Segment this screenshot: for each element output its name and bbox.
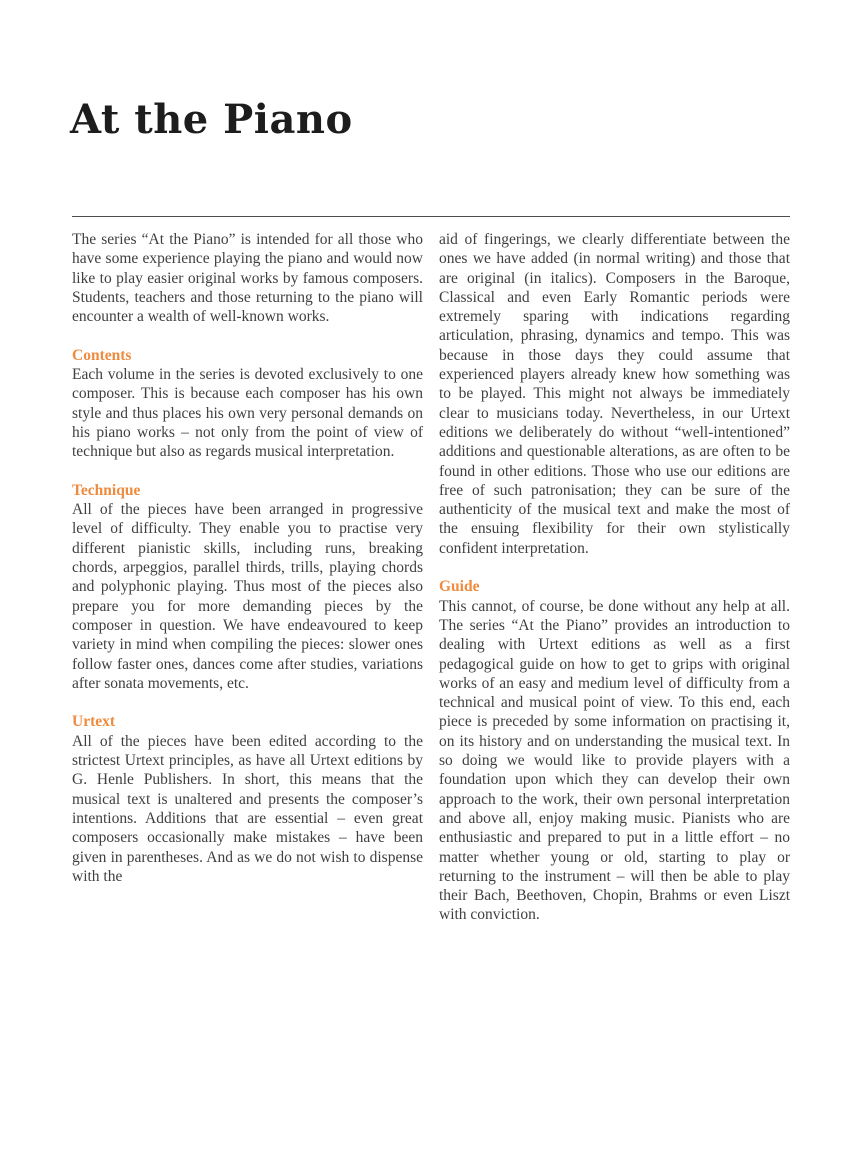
section-heading-technique: Technique: [72, 481, 141, 499]
intro-paragraph: The series “At the Piano” is intended for all those who have some experience playing the piano and would now like to play easier original works by famous composers. Students, teachers and those returning to the piano will encounter a wealth of well-known works.: [72, 231, 423, 326]
section-heading-contents: Contents: [72, 346, 132, 364]
urtext-continuation-paragraph: aid of fingerings, we clearly differentiate between the ones we have added (in normal writing) and those that are original (in italics). Composers in the Baroque, Classical and even Early Romantic periods were extremely sparing with indications regarding articulation, phrasing, dynamics and tempo. This was because in those days they could assume that experienced players already knew how something was to be played. This might not always be immediately clear to musicians today. Nevertheless, in our Urtext editions we deliberately do without “well-intentioned” additions and questionable alterations, as are often to be found in other editions. Those who use our editions are free of such patronisation; they can be sure of the authenticity of the musical text and make the most of the ensuing flexibility for their own stylistically confident interpretation.: [439, 231, 790, 557]
section-body-contents: Each volume in the series is devoted exclusively to one composer. This is because each composer has his own style and thus places his own very personal demands on his piano works – not only from the point of view of technique but also as regards musical interpretation.: [72, 366, 423, 461]
left-column: [72, 230, 423, 925]
two-column-layout: [72, 230, 790, 925]
section-body-urtext: All of the pieces have been edited according to the strictest Urtext principles, as have all Urtext editions by G. Henle Publishers. In short, this means that the musical text is unaltered and presents the composer’s intentions. Additions that are essential – even great composers occasionally make mistakes – have been given in parentheses. And as we do not wish to dispense with the: [72, 732, 423, 885]
section-body-guide: This cannot, of course, be done without any help at all. The series “At the Piano” provides an introduction to dealing with Urtext editions as well as a first pedagogical guide on how to get to grips with original works of an easy and medium level of difficulty from a technical and musical point of view. To this end, each piece is preceded by some information on practising it, on its history and on understanding the musical text. In so doing we would like to provide players with a foundation upon which they can develop their own approach to the work, their own personal interpretation and above all, enjoy making music. Pianists who are enthusiastic and prepared to put in a little effort – no matter whether young or old, starting to play or returning to the instrument – will then be able to play their Bach, Beethoven, Chopin, Brahms or even Liszt with conviction.: [439, 597, 790, 924]
section-heading-urtext: Urtext: [72, 713, 116, 731]
right-column: [439, 230, 790, 925]
page-title: At the Piano: [70, 96, 353, 143]
section-body-technique: All of the pieces have been arranged in progressive level of difficulty. They enable you to practise very different pianistic skills, including runs, breaking chords, arpeggios, parallel thirds, trills, playing chords and polyphonic playing. Thus most of the pieces also prepare you for more demanding pieces by the composer in question. We have endeavoured to keep variety in mind when compiling the pieces: slower ones follow faster ones, dances come after studies, variations after sonata movements, etc.: [72, 501, 423, 692]
title-divider: [72, 216, 790, 217]
section-heading-guide: Guide: [439, 578, 480, 596]
